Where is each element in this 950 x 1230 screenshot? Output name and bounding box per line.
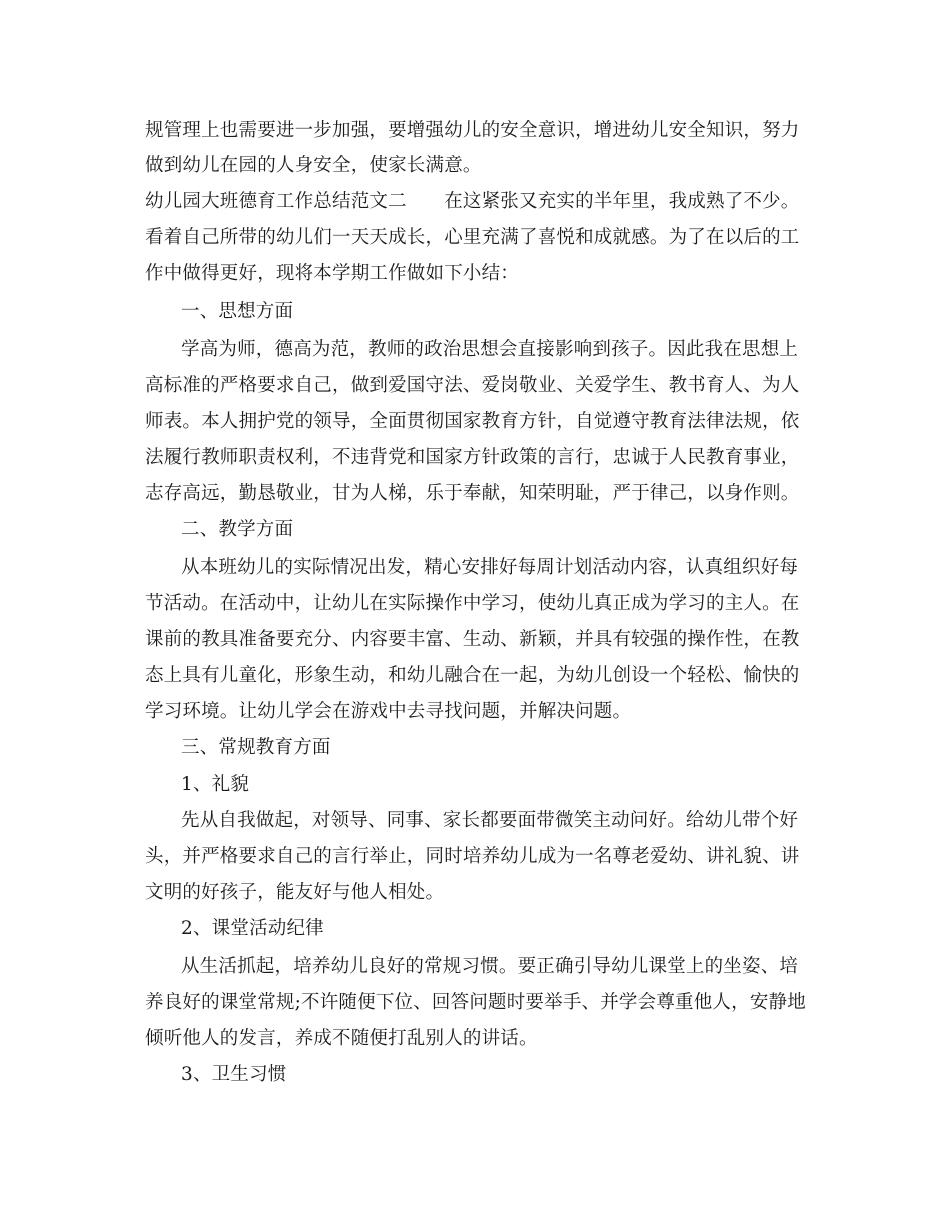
- text-line: 态上具有儿童化，形象生动，和幼儿融合在一起，为幼儿创设一个轻松、愉快的: [145, 665, 800, 686]
- text-line: 节活动。在活动中，让幼儿在实际操作中学习，使幼儿真正成为学习的主人。在: [145, 593, 800, 614]
- text-line: 学高为师，德高为范，教师的政治思想会直接影响到孩子。因此我在思想上: [181, 339, 799, 360]
- text-line: 文明的好孩子，能友好与他人相处。: [145, 882, 445, 903]
- text-line: 倾听他人的发言，养成不随便打乱别人的讲话。: [145, 1028, 538, 1049]
- subsection-heading: 3、卫生习惯: [181, 1064, 287, 1085]
- text-line: 法履行教师职责权利，不违背党和国家方针政策的言行，忠诚于人民教育事业，: [145, 447, 800, 468]
- text-line: 高标准的严格要求自己，做到爱国守法、爱岗敬业、关爱学生、教书育人、为人: [145, 375, 800, 396]
- subsection-heading: 1、礼貌: [181, 774, 250, 795]
- text-line: 养良好的课堂常规;不许随便下位、回答问题时要举手、并学会尊重他人，安静地: [145, 992, 806, 1013]
- text-line: 学习环境。让幼儿学会在游戏中去寻找问题，并解决问题。: [145, 701, 632, 722]
- text-line: 师表。本人拥护党的领导，全面贯彻国家教育方针，自觉遵守教育法律法规，依: [145, 411, 800, 432]
- text-line: 从生活抓起，培养幼儿良好的常规习惯。要正确引导幼儿课堂上的坐姿、培: [181, 956, 799, 977]
- text-line: 从本班幼儿的实际情况出发，精心安排好每周计划活动内容，认真组织好每: [181, 557, 799, 578]
- text-line: 规管理上也需要进一步加强，要增强幼儿的安全意识，增进幼儿安全知识，努力: [145, 120, 800, 141]
- subsection-heading: 2、课堂活动纪律: [181, 918, 324, 939]
- text-line: 头，并严格要求自己的言行举止，同时培养幼儿成为一名尊老爱幼、讲礼貌、讲: [145, 846, 800, 867]
- text-line: 先从自我做起，对领导、同事、家长都要面带微笑主动问好。给幼儿带个好: [181, 810, 799, 831]
- section-heading: 二、教学方面: [181, 519, 294, 540]
- text-line: 做到幼儿在园的人身安全，使家长满意。: [145, 155, 482, 176]
- text-line: 幼儿园大班德育工作总结范文二 在这紧张又充实的半年里，我成熟了不少。: [145, 191, 800, 212]
- text-line: 作中做得更好，现将本学期工作做如下小结：: [145, 263, 520, 284]
- text-line: 志存高远，勤恳敬业，甘为人梯，乐于奉献，知荣明耻，严于律己，以身作则。: [145, 483, 800, 504]
- section-heading: 一、思想方面: [181, 301, 294, 322]
- section-heading: 三、常规教育方面: [181, 737, 331, 758]
- text-line: 课前的教具准备要充分、内容要丰富、生动、新颖，并具有较强的操作性，在教: [145, 629, 800, 650]
- text-line: 看着自己所带的幼儿们一天天成长，心里充满了喜悦和成就感。为了在以后的工: [145, 227, 800, 248]
